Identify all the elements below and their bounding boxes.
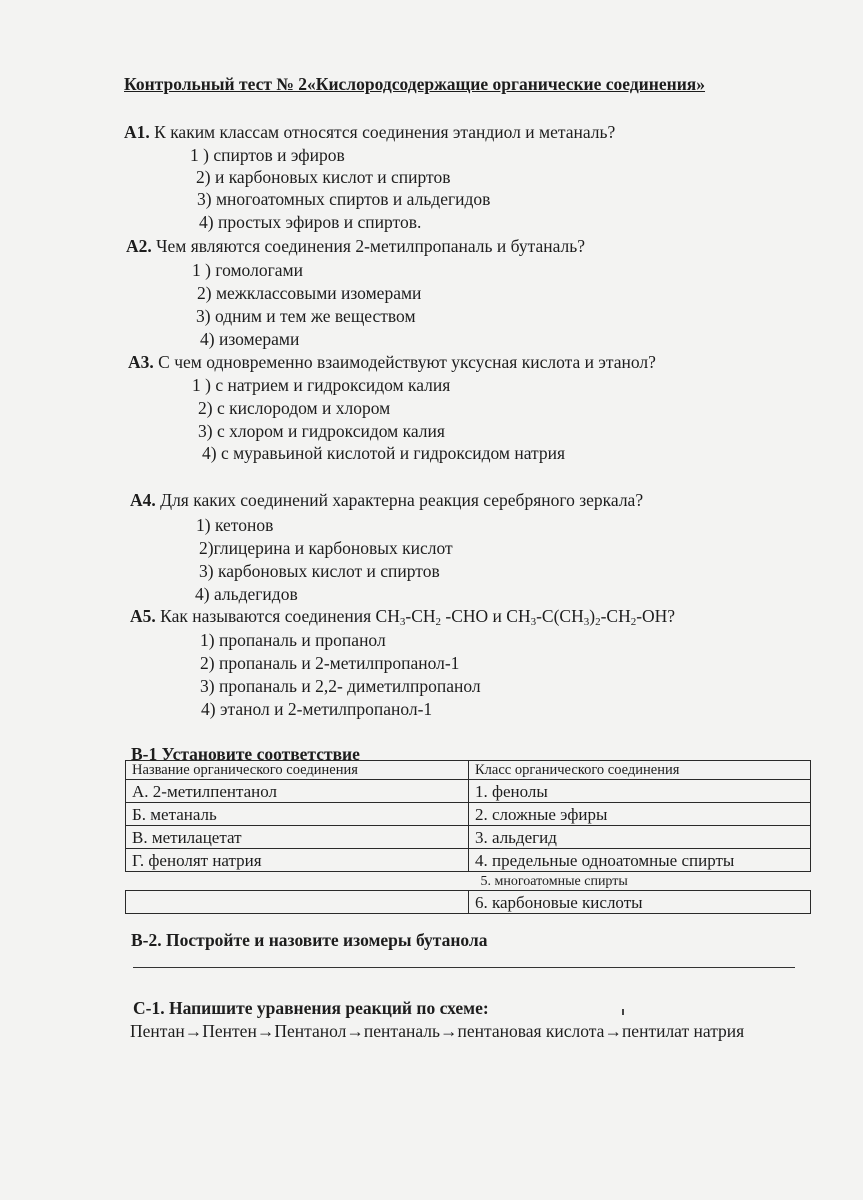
question-a3 — [128, 352, 656, 373]
question-label: А3. — [128, 352, 154, 372]
table-row — [126, 803, 811, 826]
compound-name-cell: В. метилацетат — [126, 826, 469, 849]
column-header: Название органического соединения — [126, 761, 469, 780]
section-c1-heading: С-1. Напишите уравнения реакций по схеме: — [133, 998, 489, 1018]
reaction-scheme: Пентан→Пентен→Пентанол→пентаналь→пентановая кислота→пентилат натрия — [130, 1021, 745, 1041]
option: 3) пропаналь и 2,2- диметилпропанол — [200, 676, 481, 696]
question-text: Как называются соединения $CH_3-CH_2$ -CHO и $CH_3-C(CH_3)_2-CH_2-OH$? — [160, 606, 676, 628]
pen-mark — [622, 1009, 624, 1015]
option: 1 ) спиртов и эфиров — [190, 145, 345, 165]
compound-name-cell — [126, 872, 469, 891]
option: 2) и карбоновых кислот и спиртов — [196, 167, 451, 187]
option: 1) пропаналь и пропанол — [200, 630, 386, 650]
matching-table — [125, 760, 811, 914]
option: 2) с кислородом и хлором — [198, 398, 391, 418]
option: 1 ) с натрием и гидроксидом калия — [192, 375, 451, 395]
option: 4) альдегидов — [195, 584, 298, 604]
option: 3) многоатомных спиртов и альдегидов — [197, 189, 491, 209]
option: 4) с муравьиной кислотой и гидроксидом натрия — [202, 443, 566, 463]
question-text: К каким классам относятся соединения этандиол и метаналь? — [154, 122, 616, 142]
table-row — [126, 891, 811, 914]
option: 3) одним и тем же веществом — [196, 306, 416, 326]
option: 3) карбоновых кислот и спиртов — [199, 561, 440, 581]
question-text: С чем одновременно взаимодействуют уксусная кислота и этанол? — [158, 352, 656, 372]
question-text: Чем являются соединения 2-метилпропаналь и бутаналь? — [156, 236, 585, 256]
question-a4 — [130, 490, 643, 511]
question-label: А5. — [130, 606, 156, 626]
compound-name-cell: Б. метаналь — [126, 803, 469, 826]
table-header-row — [126, 761, 811, 780]
option: 1) кетонов — [196, 515, 274, 535]
answer-line — [133, 967, 795, 968]
option: 4) этанол и 2-метилпропанол-1 — [201, 699, 433, 719]
option: 1 ) гомологами — [192, 260, 303, 280]
page-title: Контрольный тест № 2«Кислородсодержащие органические соединения» — [124, 74, 706, 94]
column-header: Класс органического соединения — [469, 761, 811, 780]
question-label: А1. — [124, 122, 150, 142]
option: 3) с хлором и гидроксидом калия — [198, 421, 445, 441]
question-a2 — [126, 236, 585, 257]
option: 4) изомерами — [200, 329, 300, 349]
compound-name-cell — [126, 891, 469, 914]
table-row — [126, 849, 811, 872]
compound-class-cell: 3. альдегид — [469, 826, 811, 849]
question-label: А4. — [130, 490, 156, 510]
option: 2)глицерина и карбоновых кислот — [199, 538, 453, 558]
table-row — [126, 872, 811, 891]
option: 2) пропаналь и 2-метилпропанол-1 — [200, 653, 460, 673]
question-a5 — [130, 606, 675, 627]
section-b2-heading: В-2. Постройте и назовите изомеры бутанола — [131, 930, 488, 950]
option: 4) простых эфиров и спиртов. — [199, 212, 422, 232]
compound-class-cell: 6. карбоновые кислоты — [469, 891, 811, 914]
compound-name-cell: Г. фенолят натрия — [126, 849, 469, 872]
question-label: А2. — [126, 236, 152, 256]
question-text: Для каких соединений характерна реакция серебряного зеркала? — [160, 490, 644, 510]
question-a1 — [124, 122, 615, 143]
compound-name-cell: А. 2-метилпентанол — [126, 780, 469, 803]
table-row — [126, 780, 811, 803]
compound-class-cell: 1. фенолы — [469, 780, 811, 803]
section-b1-heading: В-1 Установите соответствие — [131, 744, 360, 764]
option: 2) межклассовыми изомерами — [197, 283, 422, 303]
compound-class-cell: 4. предельные одноатомные спирты — [469, 849, 811, 872]
table-row — [126, 826, 811, 849]
compound-class-cell: 2. сложные эфиры — [469, 803, 811, 826]
compound-class-cell: 5. многоатомные спирты — [480, 874, 628, 889]
